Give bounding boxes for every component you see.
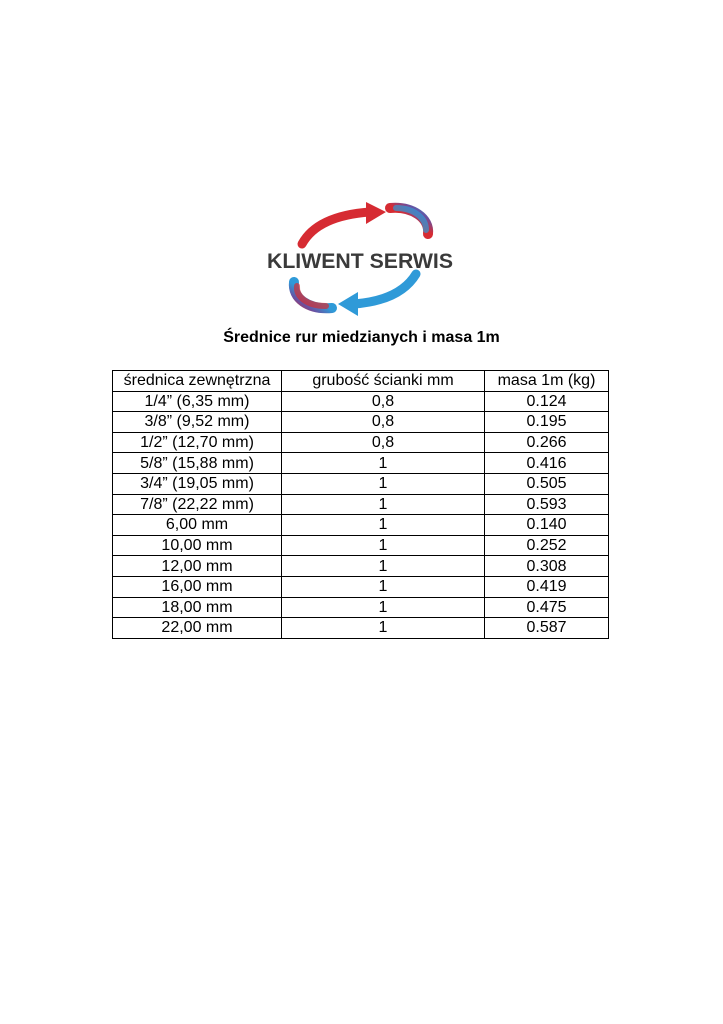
cell-thickness: 0,8 [282,432,485,453]
cell-thickness: 1 [282,473,485,494]
cell-diameter: 3/4” (19,05 mm) [113,473,282,494]
table-row [113,432,609,453]
cell-thickness: 1 [282,515,485,536]
pipe-spec-table [112,370,609,639]
cell-thickness: 1 [282,597,485,618]
cell-mass: 0.308 [485,556,609,577]
cell-thickness: 1 [282,576,485,597]
cell-diameter: 1/4” (6,35 mm) [113,391,282,412]
cell-diameter: 7/8” (22,22 mm) [113,494,282,515]
header-wall-thickness: grubość ścianki mm [282,371,485,392]
company-logo [262,200,458,318]
table-row [113,391,609,412]
cell-mass: 0.266 [485,432,609,453]
cell-thickness: 0,8 [282,412,485,433]
cell-mass: 0.140 [485,515,609,536]
cell-mass: 0.252 [485,535,609,556]
cell-thickness: 0,8 [282,391,485,412]
header-mass-per-meter: masa 1m (kg) [485,371,609,392]
table-row [113,556,609,577]
cell-thickness: 1 [282,453,485,474]
table-row [113,597,609,618]
table-row [113,535,609,556]
cell-mass: 0.419 [485,576,609,597]
cell-diameter: 10,00 mm [113,535,282,556]
table-row [113,576,609,597]
table-row [113,453,609,474]
cycle-arrows-icon [262,200,458,318]
cell-mass: 0.593 [485,494,609,515]
cell-thickness: 1 [282,494,485,515]
cell-diameter: 1/2” (12,70 mm) [113,432,282,453]
cell-diameter: 12,00 mm [113,556,282,577]
cell-mass: 0.587 [485,618,609,639]
table-header-row [113,371,609,392]
table-row [113,473,609,494]
cell-diameter: 3/8” (9,52 mm) [113,412,282,433]
cell-thickness: 1 [282,535,485,556]
table-row [113,618,609,639]
table-row [113,515,609,536]
logo-wordmark: KLIWENT SERWIS [267,250,453,273]
table-row [113,412,609,433]
cell-thickness: 1 [282,556,485,577]
cell-mass: 0.416 [485,453,609,474]
cell-mass: 0.124 [485,391,609,412]
cell-mass: 0.475 [485,597,609,618]
cell-diameter: 22,00 mm [113,618,282,639]
cell-diameter: 5/8” (15,88 mm) [113,453,282,474]
cell-mass: 0.505 [485,473,609,494]
table-row [113,494,609,515]
cell-mass: 0.195 [485,412,609,433]
cell-thickness: 1 [282,618,485,639]
cell-diameter: 18,00 mm [113,597,282,618]
cell-diameter: 6,00 mm [113,515,282,536]
header-outer-diameter: średnica zewnętrzna [113,371,282,392]
cell-diameter: 16,00 mm [113,576,282,597]
page-title: Średnice rur miedzianych i masa 1m [223,329,500,346]
